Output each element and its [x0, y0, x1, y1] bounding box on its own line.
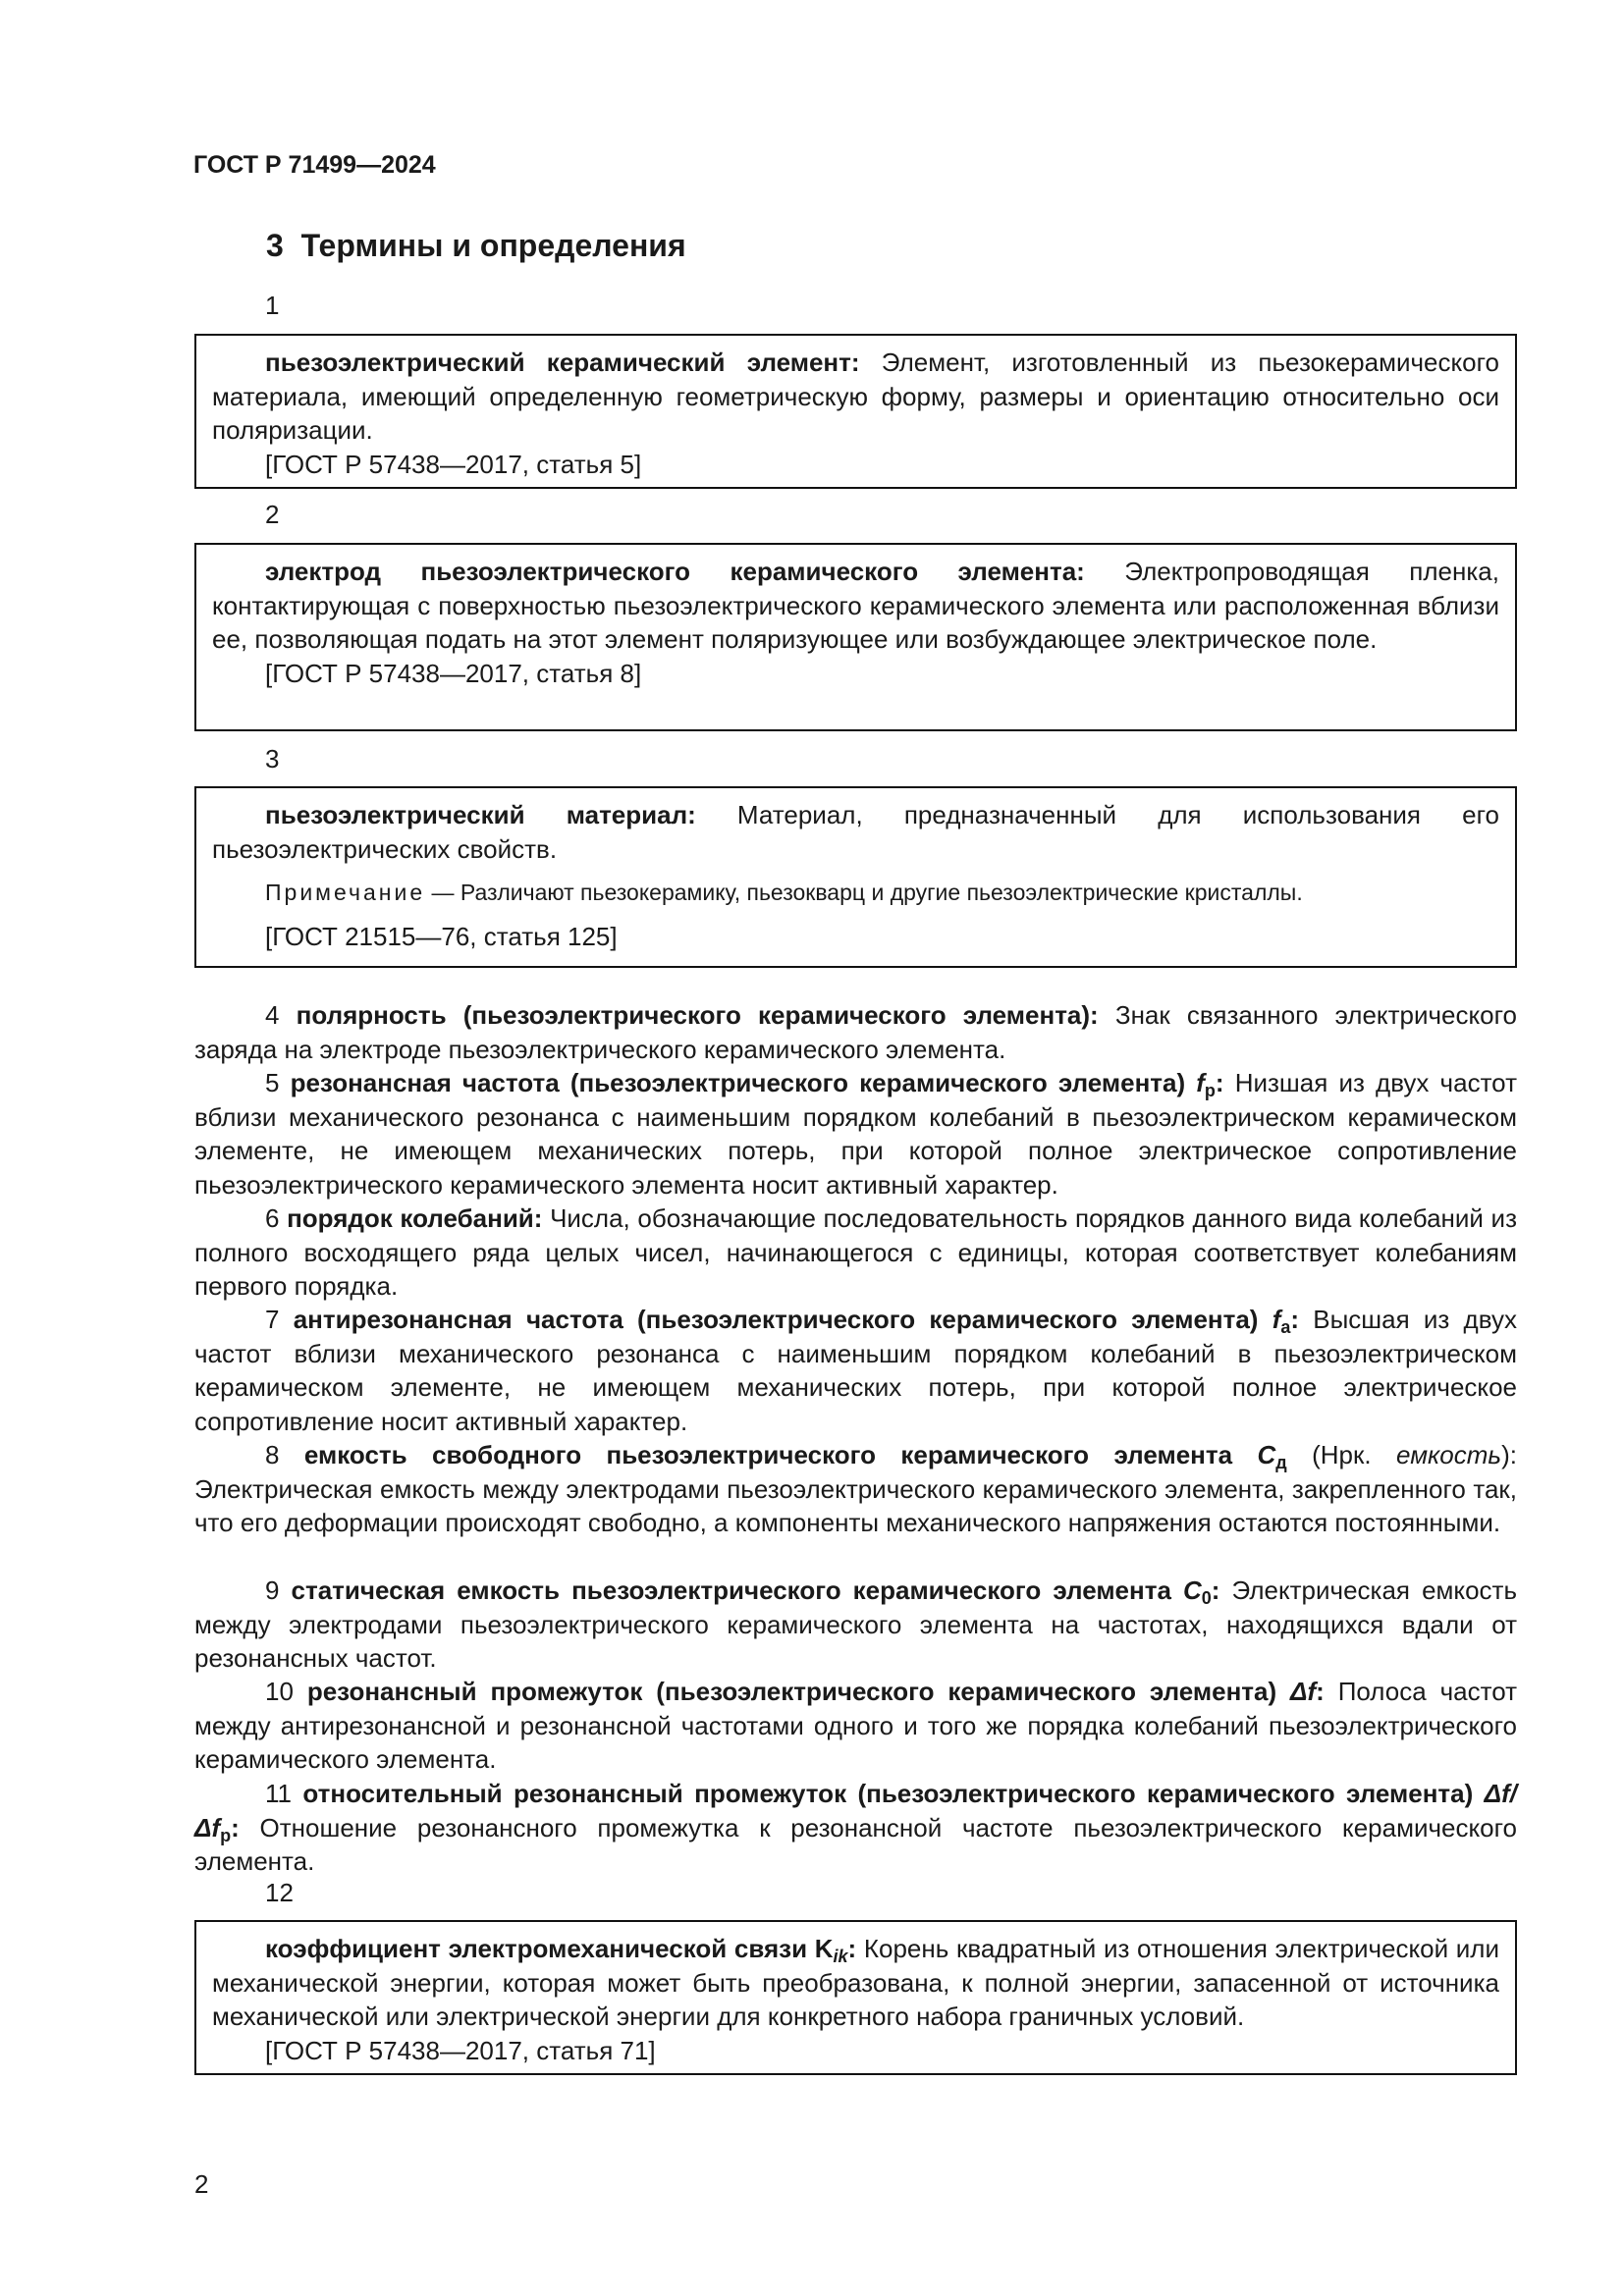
- term-number: 11: [265, 1779, 292, 1808]
- term-number: 8: [265, 1440, 280, 1469]
- term-symbol-subscript: 0: [1201, 1588, 1212, 1608]
- page-number: 2: [194, 2169, 209, 2199]
- term-text: Электрическая емкость между электродами пьезоэлектрического керамического элемента, закрепленного так, что его деформации происходят свободно, а компоненты механического напряжения остаются постоянными.: [194, 1473, 1517, 1537]
- term-number: 10: [265, 1677, 294, 1706]
- term-colon: :: [231, 1812, 240, 1842]
- term-text: Полоса частот между антирезонансной и резонансной частотами одного и того же порядка колебаний пьезоэлектрического керамического элемента.: [194, 1677, 1518, 1774]
- term-note: [212, 876, 1499, 910]
- term-deprecated-prefix: (Нрк.: [1286, 1440, 1397, 1469]
- term-number: 2: [265, 500, 280, 529]
- term-symbol: C: [1257, 1440, 1276, 1469]
- term-name: резонансная частота (пьезоэлектрического керамического элемента): [290, 1068, 1186, 1097]
- term-number: 1: [265, 291, 280, 320]
- term-source: [ГОСТ 21515—76, статья 125]: [265, 921, 618, 951]
- term-symbol: C: [1182, 1575, 1202, 1605]
- term-text: Элемент, изготовленный из пьезокерамического материала, имеющий определенную геометрическую форму, размеры и ориентацию относительно оси поляризации.: [212, 347, 1499, 445]
- term-box-3: [194, 786, 1517, 968]
- term-colon: :: [1316, 1677, 1325, 1706]
- term-number: 9: [265, 1575, 280, 1605]
- term-colon: :: [1215, 1068, 1224, 1097]
- term-number: 3: [265, 744, 280, 774]
- term-source: [ГОСТ Р 57438—2017, статья 71]: [265, 2035, 656, 2065]
- term-symbol-subscript: р: [1204, 1081, 1216, 1100]
- term-symbol: f: [1272, 1305, 1281, 1334]
- note-text: — Различают пьезокерамику, пьезокварц и другие пьезоэлектрические кристаллы.: [425, 880, 1303, 905]
- term-text: Отношение резонансного промежутка к резонансной частоте пьезоэлектрического керамического элемента.: [194, 1812, 1517, 1876]
- term-definition: [212, 1932, 1499, 2034]
- term-entry-4: [194, 998, 1517, 1066]
- term-text: Материал, предназначенный для использования его пьезоэлектрических свойств.: [212, 800, 1499, 864]
- term-number: 12: [265, 1878, 294, 1907]
- term-source: [ГОСТ Р 57438—2017, статья 8]: [265, 658, 642, 688]
- term-name: электрод пьезоэлектрического керамического элемента:: [265, 557, 1085, 586]
- term-symbol-subscript: д: [1275, 1453, 1287, 1472]
- term-entry-10: [194, 1675, 1517, 1777]
- term-symbol: f: [1196, 1068, 1205, 1097]
- term-source: [ГОСТ Р 57438—2017, статья 5]: [265, 449, 642, 479]
- note-label: Примечание: [265, 880, 426, 905]
- term-colon: :: [847, 1934, 857, 1963]
- term-name: резонансный промежуток (пьезоэлектрического керамического элемента): [306, 1677, 1277, 1706]
- term-text: Высшая из двух частот вблизи механического резонанса с наименьшим порядком колебаний в пьезоэлектрическом керамическом элементе, не имеющем механических потерь, при которой полное электрическое сопротивление носит активный характер.: [194, 1305, 1517, 1436]
- term-entry-11: [194, 1777, 1517, 1879]
- term-colon: :: [1290, 1305, 1300, 1334]
- term-symbol-subscript: р: [220, 1825, 232, 1845]
- term-text: Низшая из двух частот вблизи механического резонанса с наименьшим порядком колебаний в пьезоэлектрическом керамическом элементе, не имеющем механических потерь, при которой полное электрическое сопротивление пьезоэлектрического керамического элемента носит активный характер.: [194, 1068, 1517, 1200]
- term-box-2: [194, 543, 1517, 731]
- term-symbol-subscript: ik: [833, 1947, 848, 1966]
- term-text: Знак связанного электрического заряда на электроде пьезоэлектрического керамического элемента.: [194, 1000, 1517, 1064]
- term-entry-7: [194, 1303, 1517, 1438]
- term-number: 7: [265, 1305, 280, 1334]
- term-deprecated: емкость: [1396, 1440, 1502, 1469]
- term-colon: :: [1211, 1575, 1220, 1605]
- section-title: [266, 228, 686, 264]
- term-text: Числа, обозначающие последовательность порядков данного вида колебаний из полного восходящего ряда целых чисел, начинающегося с единицы, которая соответствует колебаниям первого порядка.: [194, 1203, 1518, 1301]
- term-symbol-subscript: а: [1280, 1317, 1291, 1337]
- term-text: Корень квадратный из отношения электрической или механической энергии, которая может быть преобразована, к полной энергии, запасенной от источника механической или электрической энергии для конкретного набора граничных условий.: [212, 1934, 1499, 2031]
- term-definition: [212, 798, 1499, 866]
- section-title-text: Термины и определения: [300, 228, 686, 263]
- section-number: 3: [266, 228, 284, 263]
- term-entry-5: [194, 1066, 1517, 1201]
- term-name: пьезоэлектрический материал:: [265, 800, 696, 829]
- term-number: 6: [265, 1203, 280, 1233]
- term-text: Электропроводящая пленка, контактирующая с поверхностью пьезоэлектрического керамического элемента или расположенная вблизи ее, позволяющая подать на этот элемент поляризующее или возбуждающее электрическое поле.: [212, 557, 1499, 654]
- term-text: Электрическая емкость между электродами пьезоэлектрического керамического элемента на частотах, находящихся вдали от резонансных частот.: [194, 1575, 1517, 1673]
- term-box-12: [194, 1920, 1517, 2075]
- document-header: ГОСТ Р 71499—2024: [193, 151, 436, 179]
- term-entry-8: [194, 1438, 1517, 1540]
- term-name: емкость свободного пьезоэлектрического керамического элемента: [303, 1440, 1233, 1469]
- term-entry-9: [194, 1574, 1517, 1676]
- term-symbol: Δf: [1290, 1677, 1317, 1706]
- term-name: порядок колебаний:: [287, 1203, 543, 1233]
- term-name: статическая емкость пьезоэлектрического керамического элемента: [291, 1575, 1171, 1605]
- term-entry-6: [194, 1201, 1517, 1304]
- term-name: полярность (пьезоэлектрического керамического элемента):: [296, 1000, 1099, 1030]
- term-deprecated-suffix: ):: [1501, 1440, 1517, 1469]
- term-number: 4: [265, 1000, 280, 1030]
- term-symbol: Δf/Δf: [194, 1779, 1517, 1842]
- term-name: коэффициент электромеханической связи K: [265, 1934, 834, 1963]
- term-definition: [212, 555, 1499, 657]
- term-name: пьезоэлектрический керамический элемент:: [265, 347, 860, 377]
- term-definition: [212, 346, 1499, 448]
- term-box-1: [194, 334, 1517, 489]
- term-name: относительный резонансный промежуток (пьезоэлектрического керамического элемента): [302, 1779, 1474, 1808]
- term-number: 5: [265, 1068, 280, 1097]
- term-name: антирезонансная частота (пьезоэлектрического керамического элемента): [293, 1305, 1259, 1334]
